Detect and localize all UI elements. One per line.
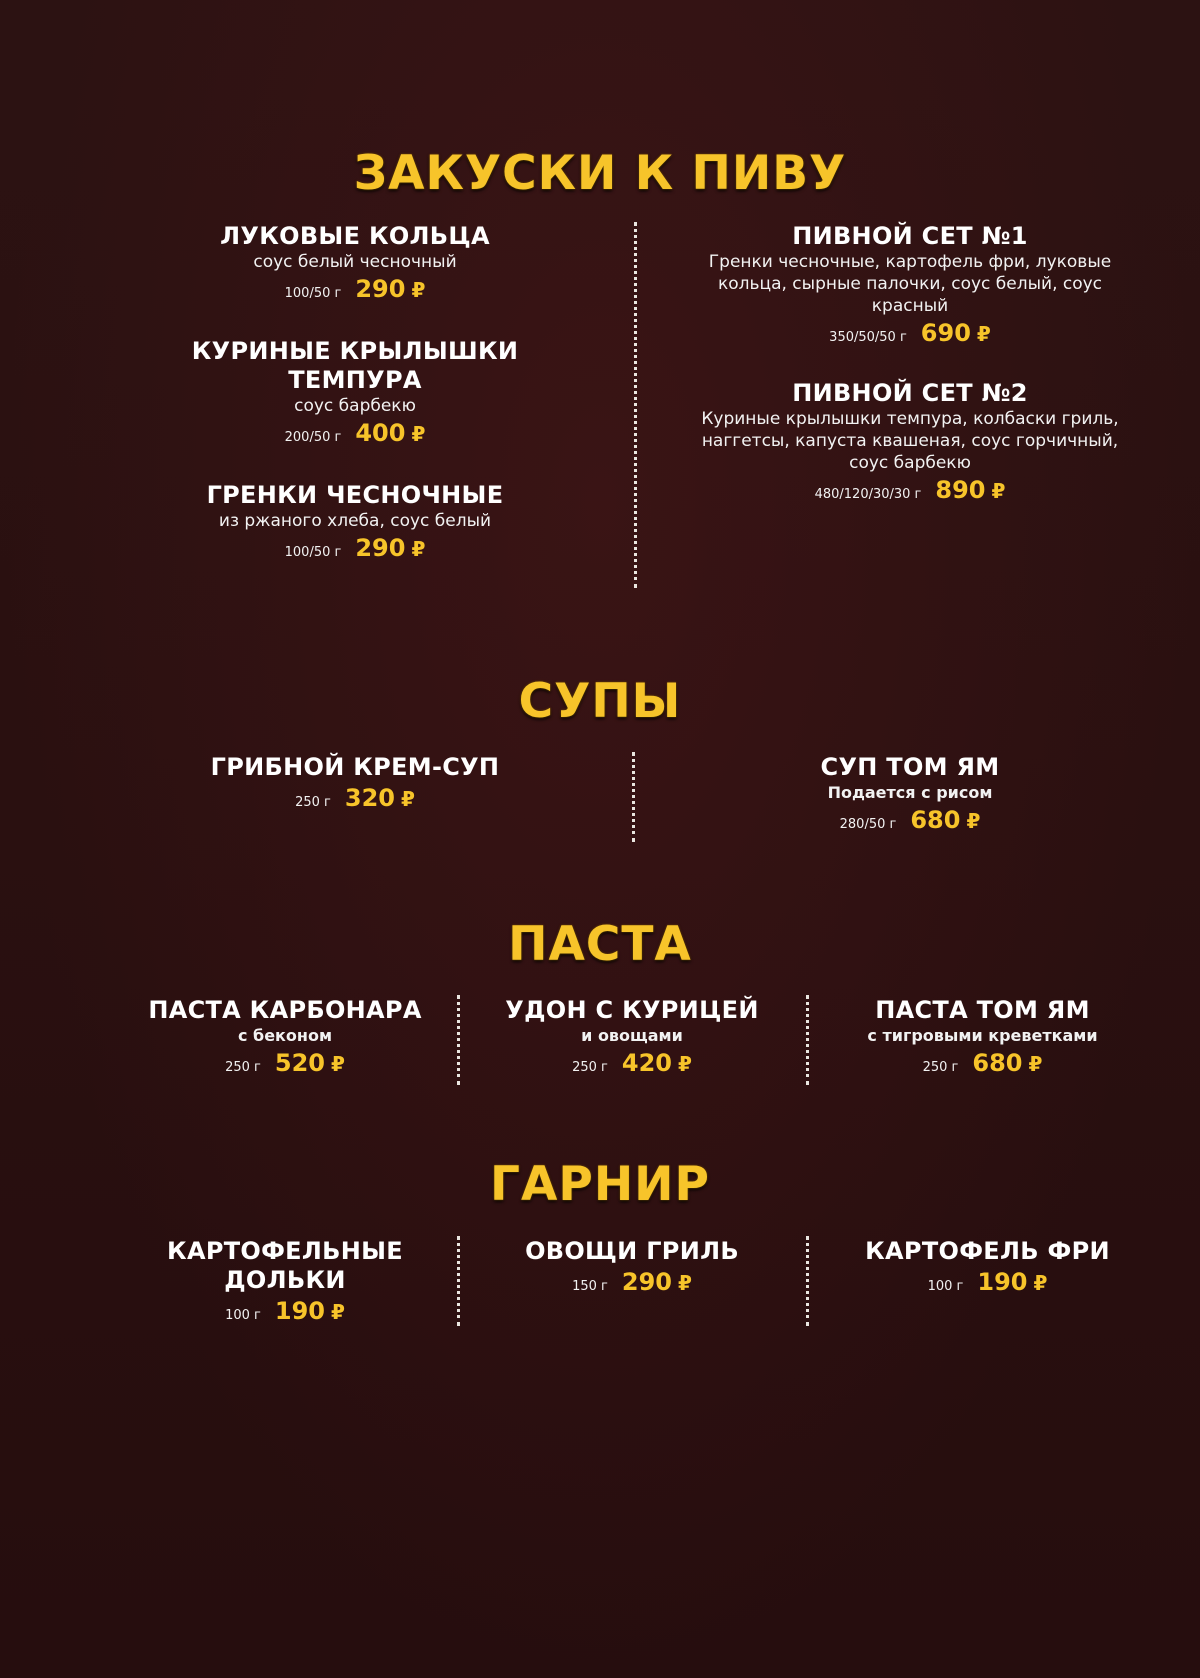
section-title-garnish: ГАРНИР: [490, 1157, 710, 1212]
item-weight: 100/50 г: [284, 545, 342, 560]
pasta-column-3: [830, 996, 1135, 1077]
price-line: [487, 1049, 777, 1077]
column-divider: [806, 1236, 809, 1326]
item-name: ПАСТА КАРБОНАРА: [148, 996, 422, 1024]
soups-right-column: [710, 753, 1110, 834]
item-price: 680: [910, 806, 961, 834]
ruble-icon: ₽: [677, 1052, 692, 1076]
item-weight: 250 г: [295, 795, 331, 810]
menu-item: [170, 222, 540, 303]
price-line: [170, 534, 540, 562]
price-line: [690, 319, 1130, 347]
item-description: Подается с рисом: [827, 783, 993, 802]
item-price: 290: [355, 275, 406, 303]
menu-item: [140, 1237, 430, 1325]
item-name: КУРИНЫЕ КРЫЛЫШКИ ТЕМПУРА: [191, 337, 519, 394]
menu-item: [487, 1237, 777, 1296]
soups-left-column: [170, 753, 540, 812]
garnish-column-2: [487, 1237, 777, 1296]
ruble-icon: ₽: [330, 1300, 345, 1324]
item-description: с беконом: [237, 1026, 333, 1045]
item-weight: 100/50 г: [284, 286, 342, 301]
column-divider: [457, 995, 460, 1085]
item-name: ОВОЩИ ГРИЛЬ: [525, 1237, 739, 1265]
item-name: ПАСТА ТОМ ЯМ: [875, 996, 1090, 1024]
item-name: ГРЕНКИ ЧЕСНОЧНЫЕ: [206, 481, 504, 509]
snacks-right-column: [690, 222, 1130, 504]
item-name: ПИВНОЙ СЕТ №2: [792, 379, 1028, 407]
item-price: 190: [977, 1268, 1028, 1296]
item-price: 190: [274, 1297, 325, 1325]
price-line: [845, 1268, 1130, 1296]
menu-item: [170, 481, 540, 562]
garnish-column-1: [140, 1237, 430, 1325]
item-price: 420: [621, 1049, 672, 1077]
ruble-icon: ₽: [677, 1271, 692, 1295]
menu-item: [170, 337, 540, 447]
item-weight: 250 г: [922, 1060, 959, 1075]
item-weight: 100 г: [927, 1279, 964, 1294]
snacks-left-column: [170, 222, 540, 562]
item-price: 320: [344, 784, 395, 812]
section-title-snacks: ЗАКУСКИ К ПИВУ: [353, 146, 847, 201]
item-name: ГРИБНОЙ КРЕМ-СУП: [210, 753, 500, 781]
menu-item: [830, 996, 1135, 1077]
price-line: [830, 1049, 1135, 1077]
price-line: [710, 806, 1110, 834]
item-weight: 350/50/50 г: [829, 330, 907, 345]
item-description: Куриные крылышки темпура, колбаски гриль, наггетсы, капуста квашеная, соус горчичный, соус барбекю: [701, 409, 1119, 473]
item-weight: 280/50 г: [839, 817, 897, 832]
item-weight: 250 г: [225, 1060, 261, 1075]
item-name: СУП ТОМ ЯМ: [820, 753, 1000, 781]
item-price: 520: [274, 1049, 325, 1077]
ruble-icon: ₽: [966, 809, 981, 833]
ruble-icon: ₽: [1033, 1271, 1048, 1295]
price-line: [170, 419, 540, 447]
item-name: КАРТОФЕЛЬНЫЕ ДОЛЬКИ: [167, 1237, 403, 1294]
ruble-icon: ₽: [411, 537, 426, 561]
column-divider: [806, 995, 809, 1085]
item-description: Гренки чесночные, картофель фри, луковые кольца, сырные палочки, соус белый, соус красный: [708, 252, 1112, 316]
item-weight: 200/50 г: [284, 430, 342, 445]
ruble-icon: ₽: [330, 1052, 345, 1076]
item-description: и овощами: [581, 1026, 683, 1045]
item-description: из ржаного хлеба, соус белый: [218, 511, 492, 531]
item-name: ЛУКОВЫЕ КОЛЬЦА: [220, 222, 490, 250]
column-divider: [632, 752, 635, 842]
price-line: [170, 784, 540, 812]
item-weight: 250 г: [572, 1060, 608, 1075]
pasta-column-1: [140, 996, 430, 1077]
price-line: [140, 1049, 430, 1077]
garnish-column-3: [845, 1237, 1130, 1296]
item-price: 690: [920, 319, 971, 347]
item-weight: 480/120/30/30 г: [814, 487, 922, 502]
menu-item: [845, 1237, 1130, 1296]
menu-item: [487, 996, 777, 1077]
price-line: [690, 476, 1130, 504]
item-description: с тигровыми креветками: [867, 1026, 1098, 1045]
item-price: 400: [355, 419, 406, 447]
item-price: 290: [621, 1268, 672, 1296]
menu-item: [690, 379, 1130, 504]
menu-item: [170, 753, 540, 812]
item-name: УДОН С КУРИЦЕЙ: [505, 996, 759, 1024]
ruble-icon: ₽: [400, 787, 415, 811]
section-title-pasta: ПАСТА: [508, 917, 692, 972]
price-line: [487, 1268, 777, 1296]
column-divider: [457, 1236, 460, 1326]
item-price: 890: [935, 476, 986, 504]
item-price: 290: [355, 534, 406, 562]
ruble-icon: ₽: [1028, 1052, 1043, 1076]
column-divider: [634, 222, 637, 588]
item-price: 680: [972, 1049, 1023, 1077]
item-name: ПИВНОЙ СЕТ №1: [792, 222, 1028, 250]
ruble-icon: ₽: [976, 322, 991, 346]
ruble-icon: ₽: [411, 278, 426, 302]
menu-item: [140, 996, 430, 1077]
item-weight: 100 г: [225, 1308, 261, 1323]
item-description: соус белый чесночный: [253, 252, 457, 272]
ruble-icon: ₽: [411, 422, 426, 446]
menu-item: [710, 753, 1110, 834]
section-title-soups: СУПЫ: [518, 674, 682, 729]
menu-item: [690, 222, 1130, 347]
item-weight: 150 г: [572, 1279, 608, 1294]
price-line: [170, 275, 540, 303]
pasta-column-2: [487, 996, 777, 1077]
item-name: КАРТОФЕЛЬ ФРИ: [865, 1237, 1110, 1265]
ruble-icon: ₽: [991, 479, 1006, 503]
item-description: соус барбекю: [294, 396, 416, 416]
price-line: [140, 1297, 430, 1325]
